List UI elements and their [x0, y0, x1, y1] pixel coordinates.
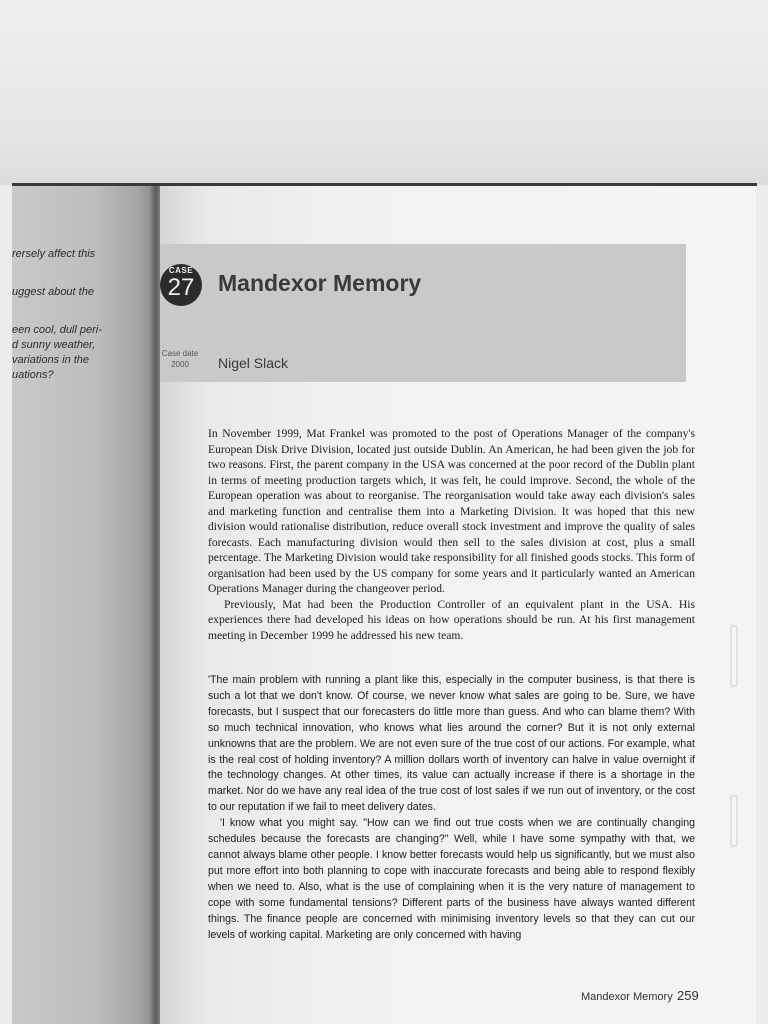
- quote-text: [208, 673, 695, 943]
- left-page-line: een cool, dull peri-: [12, 324, 102, 336]
- left-page-line: d sunny weather,: [12, 339, 96, 351]
- left-page-line: rersely affect this: [12, 248, 96, 260]
- case-label: CASE: [168, 266, 194, 275]
- scanner-top-area: [0, 0, 768, 185]
- running-footer-title: Mandexor Memory: [581, 991, 673, 1003]
- case-author: Nigel Slack: [218, 355, 289, 371]
- page-number: 259: [677, 988, 699, 1003]
- case-date-value: 2000: [171, 360, 189, 369]
- quote-paragraph: 'I know what you might say. "How can we find out true costs when we are continually changing schedules because the forecasts are changing?" Well, while I have some sympathy with that, we cannot always blame other people. I know better forecasts would help us significantly, but we must also put more effort into both planning to cope with inaccurate forecasts and being able to respond flexibly when we need to. Also, what is the use of complaining when it is the very nature of management to cope with some fundamental tensions? Different parts of the business have always wanted different things. The finance people are concerned with minimising inventory levels so that they can cut our levels of working capital. Marketing are only concerned with having: [208, 817, 695, 941]
- library-stamp-mark: [728, 616, 742, 876]
- case-title: Mandexor Memory: [218, 270, 422, 296]
- case-number-badge: [160, 264, 202, 306]
- body-paragraph: In November 1999, Mat Frankel was promoted to the post of Operations Manager of the company's European Disk Drive Division, located just outside Dublin. An American, he had been given the job for two reasons. First, the parent company in the USA was concerned at the poor record of the Dublin plant in terms of meeting production targets which, it was felt, he could improve. Second, the whole of the European operation was about to reorganise. The reorganisation would take away each division's sales and marketing function and centralise them into a Marketing Division. It was hoped that this new division would rationalise distribution, reduce overall stock investment and improve the quality of sales forecasts. Each manufacturing division would then sell to the sales division at cost, plus a small percentage. The Marketing Division would take responsibility for all finished goods stocks. This form of organisation had been used by the US company for some years and it particularly wanted an American Operations Manager during the changeover period.: [208, 427, 695, 595]
- left-facing-page: [12, 186, 152, 1024]
- case-number: 27: [167, 274, 195, 301]
- body-paragraph: Previously, Mat had been the Production Controller of an equivalent plant in the USA. His experiences there had developed his ideas on how operations should be run. At his first management meeting in December 1999 he addressed his new team.: [208, 597, 695, 642]
- left-page-line: variations in the: [12, 354, 90, 366]
- left-page-line: uggest about the: [12, 286, 94, 298]
- case-date-label: Case date: [161, 349, 199, 358]
- body-text: [208, 426, 695, 643]
- left-page-line: uations?: [12, 369, 54, 381]
- book-page: [160, 186, 756, 1024]
- quote-paragraph: 'The main problem with running a plant like this, especially in the computer business, is that there is such a lot that we don't know. Of course, we never know what sales are going to be. Sure, we have forecasts, but I suspect that our forecasters do little more than guess. And who can blame them? With so much technical innovation, who knows what lies around the corner? But it is not only external unknowns that are the problem. We are not even sure of the true cost of our actions. For example, what is the real cost of holding inventory? A million dollars worth of inventory can halve in value overnight if the technology changes. At other times, its value can actually increase if there is a shortage in the market. Nor do we have any real idea of the true cost of lost sales if we run out of inventory, or the cost to our reputation if we fail to meet delivery dates.: [208, 674, 695, 814]
